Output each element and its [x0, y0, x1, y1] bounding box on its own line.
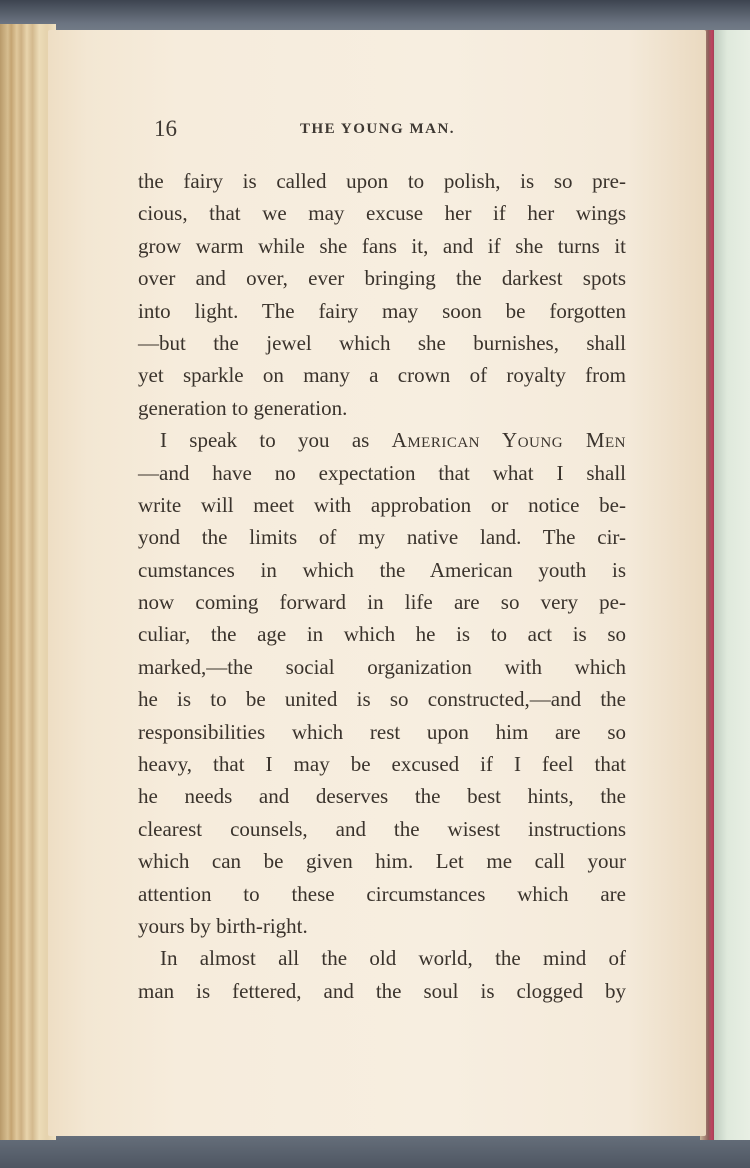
text-line: into light. The fairy may soon be forgotten	[138, 298, 626, 323]
text-line: yet sparkle on many a crown of royalty from	[138, 363, 626, 388]
text-line: which can be given him. Let me call your	[138, 849, 626, 874]
page-header	[154, 116, 634, 146]
text-line: yond the limits of my native land. The cir-	[138, 525, 626, 550]
text-line: write will meet with approbation or notice be-	[138, 492, 626, 517]
text-line: cumstances in which the American youth is	[138, 557, 626, 582]
book-page	[48, 30, 706, 1136]
text-line: clearest counsels, and the wisest instructions	[138, 816, 626, 841]
text-line: marked,—the social organization with which	[138, 654, 626, 679]
text-line: he needs and deserves the best hints, the	[138, 784, 626, 809]
text-line: heavy, that I may be excused if I feel that	[138, 752, 626, 777]
text-line: responsibilities which rest upon him are so	[138, 719, 626, 744]
text-line: the fairy is called upon to polish, is so pre-	[138, 169, 626, 193]
text-line: he is to be united is so constructed,—and the	[138, 687, 626, 712]
page-number: 16	[154, 116, 177, 141]
text-line: culiar, the age in which he is to act is so	[138, 622, 626, 647]
text-line: cious, that we may excuse her if her wings	[138, 201, 626, 226]
text-line: over and over, ever bringing the darkest spots	[138, 266, 626, 291]
small-caps-phrase: American Young Men	[391, 428, 626, 453]
text-line: yours by birth-right.	[138, 913, 308, 938]
text-line: man is fettered, and the soul is clogged by	[138, 978, 626, 1003]
text-line: —but the jewel which she burnishes, shall	[138, 330, 626, 355]
text-line: —and have no expectation that what I shall	[138, 460, 626, 485]
text-line: In almost all the old world, the mind of	[160, 946, 626, 971]
text-line	[138, 424, 626, 456]
running-head: THE YOUNG MAN.	[300, 121, 456, 137]
text-line: attention to these circumstances which are	[138, 881, 626, 906]
body-text	[138, 165, 626, 1007]
text-line: generation to generation.	[138, 395, 348, 420]
endpaper	[712, 30, 750, 1140]
text-line: grow warm while she fans it, and if she turns it	[138, 233, 626, 258]
text-line: now coming forward in life are so very pe-	[138, 590, 626, 615]
text-segment: I speak to you as	[160, 428, 370, 453]
